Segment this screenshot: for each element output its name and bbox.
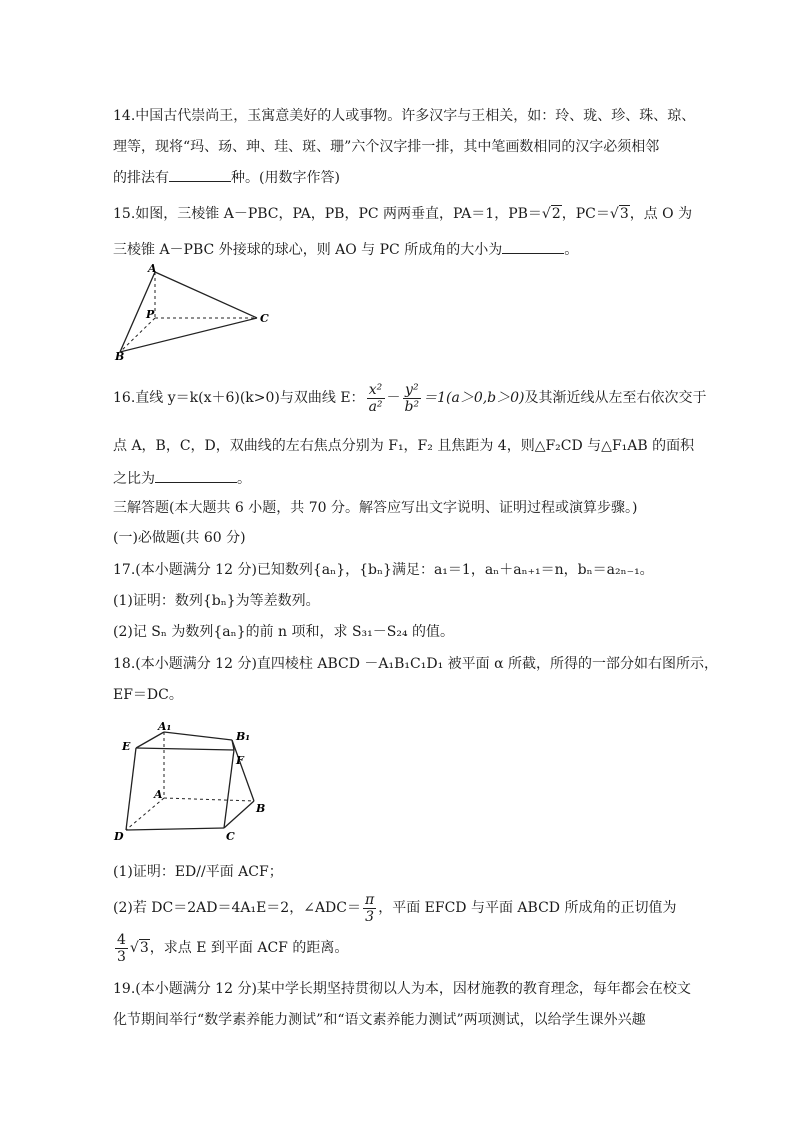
fraction-pi-over-3: $\frac{\pi}{3}$ bbox=[365, 891, 375, 925]
label-F: F bbox=[236, 754, 244, 767]
edge-E-F bbox=[136, 748, 234, 750]
q16-line1 bbox=[113, 380, 707, 416]
label-E: E bbox=[122, 740, 131, 753]
q17-line1: 17.(本小题满分 12 分)已知数列{aₙ}，{bₙ}满足：a₁＝1，aₙ＋aₙ₊₁＝n，bₙ＝a₂ₙ₋₁。 bbox=[113, 562, 654, 578]
q18-part1: (1)证明：ED//平面 ACF； bbox=[113, 864, 283, 880]
fraction-y2-b2: $\frac{\text{y²}}{\text{b²}}$ bbox=[404, 381, 420, 415]
q17-part1: (1)证明：数列{bₙ}为等差数列。 bbox=[113, 593, 320, 609]
q16-line1-post: 及其渐近线从左至右依次交于 bbox=[524, 390, 707, 406]
section-3-heading: 三解答题(本大题共 6 小题，共 70 分。解答应写出文字说明、证明过程或演算步骤。) bbox=[113, 500, 638, 516]
edge-E-A1 bbox=[136, 732, 164, 748]
sqrt-2: √2 bbox=[541, 206, 561, 222]
label-B: B bbox=[115, 350, 125, 362]
q15-line1-pre: 15.如图，三棱锥 A－PBC，PA，PB，PC 两两垂直，PA＝1，PB＝ bbox=[113, 206, 542, 222]
q16-line2: 点 A，B，C，D，双曲线的左右焦点分别为 F₁，F₂ 且焦距为 4，则△F₂CD 与△F₁AB 的面积 bbox=[113, 438, 695, 454]
q18-part2-line1 bbox=[113, 890, 676, 926]
q16-line1-pre: 16.直线 y＝k(x＋6)(k>0)与双曲线 E： bbox=[113, 390, 365, 406]
q18-line1: 18.(本小题满分 12 分)直四棱柱 ABCD －A₁B₁C₁D₁ 被平面 α 所截，所得的一部分如右图所示， bbox=[113, 656, 718, 672]
q18-part2-line2 bbox=[113, 930, 348, 966]
label-A: A bbox=[148, 262, 157, 275]
q19-line2: 化节期间举行“数学素养能力测试”和“语文素养能力测试”两项测试，以给学生课外兴趣 bbox=[113, 1012, 646, 1028]
q15-line1 bbox=[113, 204, 692, 224]
q16-answer-blank bbox=[155, 468, 237, 483]
label-D: D bbox=[114, 830, 124, 843]
label-A: A bbox=[154, 788, 163, 801]
q15-line2 bbox=[113, 239, 578, 260]
q14-line3-post: 种。(用数字作答) bbox=[231, 170, 340, 186]
edge-C-B bbox=[224, 801, 254, 828]
section-required-heading: (一)必做题(共 60 分) bbox=[113, 530, 246, 546]
q19-line1: 19.(本小题满分 12 分)某中学长期坚持贯彻以人为本，因材施教的教育理念，每年都会在校文 bbox=[113, 981, 691, 997]
edge-A-B bbox=[164, 798, 254, 801]
label-A1: A₁ bbox=[158, 720, 172, 733]
q14-line3-pre: 的排法有 bbox=[113, 170, 169, 186]
q18-part2-end: ，求点 E 到平面 ACF 的距离。 bbox=[149, 940, 349, 956]
q18-part2-pre: (2)若 DC＝2AD＝4A₁E＝2，∠ADC＝ bbox=[113, 900, 361, 916]
label-C: C bbox=[226, 830, 235, 843]
fraction-x2-a2: $\frac{\text{x²}}{\text{a²}}$ bbox=[368, 381, 383, 415]
pyramid-figure bbox=[112, 262, 282, 362]
label-C: C bbox=[260, 312, 269, 325]
q14-line2: 理等，现将“玛、玚、珅、珪、斑、珊”六个汉字排一排，其中笔画数相同的汉字必须相邻 bbox=[113, 139, 660, 155]
label-B: B bbox=[256, 802, 266, 815]
q15-line2-pre: 三棱锥 A－PBC 外接球的球心，则 AO 与 PC 所成角的大小为 bbox=[113, 242, 503, 258]
q17-part2: (2)记 Sₙ 为数列{aₙ}的前 n 项和，求 S₃₁－S₂₄ 的值。 bbox=[113, 624, 455, 640]
label-P: P bbox=[146, 308, 155, 321]
edge-D-C bbox=[126, 828, 224, 830]
prism-figure bbox=[112, 718, 272, 846]
q15-line2-post: 。 bbox=[564, 242, 579, 258]
q15-line1-post: ，点 O 为 bbox=[629, 206, 693, 222]
edge-F-C bbox=[224, 750, 234, 828]
q18-part2-post: ，平面 EFCD 与平面 ABCD 所成角的正切值为 bbox=[378, 900, 677, 916]
edge-A-D bbox=[126, 798, 164, 830]
edge-E-D bbox=[126, 748, 136, 830]
hyperbola-eq: ＝1(a＞0,b＞0) bbox=[423, 390, 525, 406]
q16-line3 bbox=[113, 468, 251, 489]
minus-sign: － bbox=[386, 390, 401, 406]
q14-line3 bbox=[113, 167, 340, 188]
q18-line2: EF＝DC。 bbox=[113, 687, 183, 703]
q16-line3-pre: 之比为 bbox=[113, 471, 155, 487]
fraction-4-over-3: $\frac{4}{3}$ bbox=[117, 931, 126, 965]
q14-line1: 14.中国古代崇尚王，玉寓意美好的人或事物。许多汉字与王相关，如：玲、珑、珍、珠、琼、 bbox=[113, 108, 696, 124]
q15-line1-mid: ，PC＝ bbox=[561, 206, 610, 222]
label-B1: B₁ bbox=[236, 730, 251, 743]
edge-A1-B1 bbox=[164, 732, 232, 740]
edge-B1-B bbox=[232, 740, 254, 801]
q14-answer-blank bbox=[169, 167, 231, 182]
q16-line3-post: 。 bbox=[237, 471, 251, 487]
sqrt-3-tan: √3 bbox=[129, 940, 149, 956]
q15-answer-blank bbox=[502, 239, 564, 254]
sqrt-3: √3 bbox=[609, 206, 629, 222]
